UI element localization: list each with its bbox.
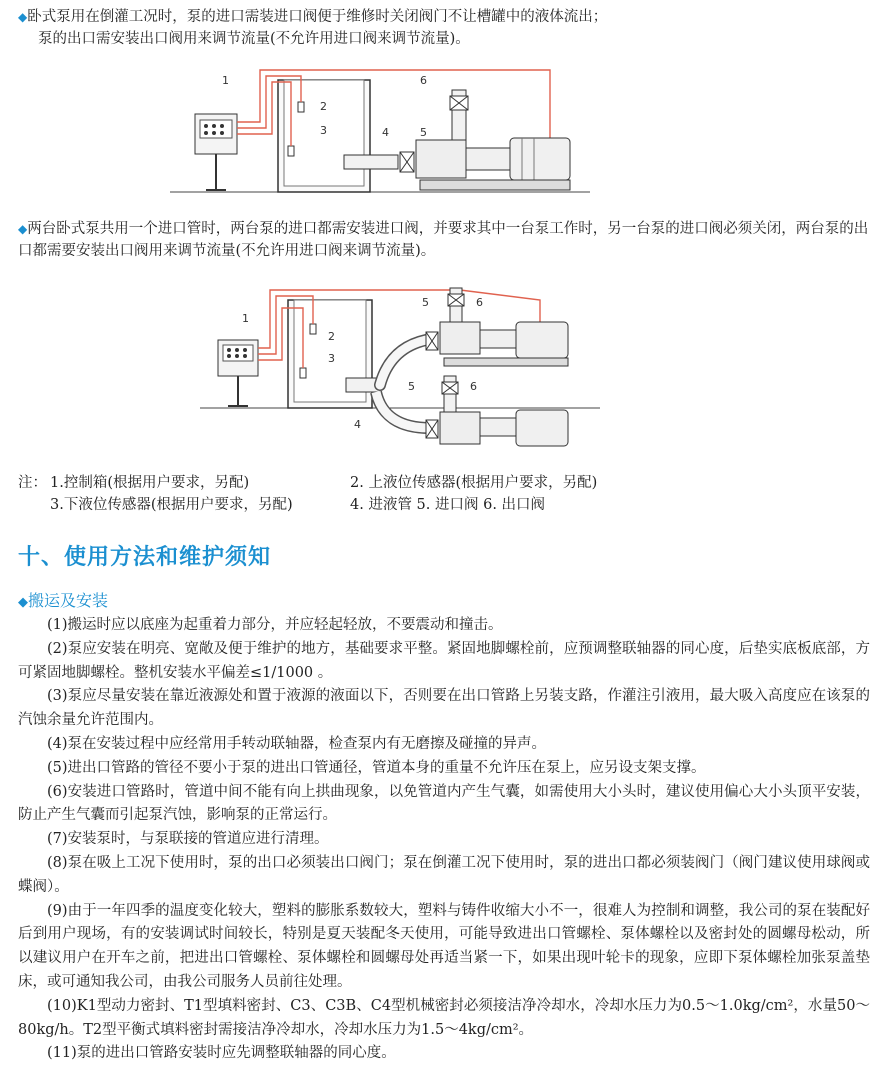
intro2-paragraph: ◆两台卧式泵共用一个进口管时，两台泵的进口都需安装进口阀，并要求其中一台泵工作时，另一台泵的进口阀必须关闭，两台泵的出口都需要安装出口阀用来调节流量(不允许用进口阀来调节流量)。: [18, 221, 869, 259]
list-item: (2)泵应安装在明亮、宽敞及便于维护的地方，基础要求平整。紧固地脚螺栓前，应预调整联轴器的同心度，后垫实底板底部，方可紧固地脚螺栓。整机安装水平偏差≤1/1000 。: [18, 640, 870, 681]
list-item: (9)由于一年四季的温度变化较大，塑料的膨胀系数较大，塑料与铸件收缩大小不一，很难人为控制和调整，我公司的泵在装配好后到用户现场，有的安装调试时间较长，特别是夏天装配冬天使用，可能导致进出口管螺栓、泵体螺栓以及密封处的圆螺母松动，所以建议用户在开车之前，把进出口管螺栓、泵体螺栓和圆螺母处再适当紧一下，如果出现叶轮卡的现象，应即下泵体螺栓加张泵盖垫床，或可通知我公司，由我公司服务人员前往处理。: [18, 902, 870, 990]
list-item: (10)K1型动力密封、T1型填料密封、C3、C3B、C4型机械密封必须接洁净冷却水，冷却水压力为0.5～1.0kg/cm²，水量50～80kg/h。T2型平衡式填料密封需接洁净冷却水，冷却水压力为1.5～4kg/cm²。: [18, 997, 870, 1038]
diamond-bullet-icon: ◆: [18, 595, 28, 610]
pump-installation-diagram-dual: [200, 278, 620, 452]
label-5-lower: 5: [408, 380, 415, 393]
intro1-line2: 泵的出口需安装出口阀用来调节流量(不允许用进口阀来调节流量)。: [38, 31, 470, 47]
label-6-lower: 6: [470, 380, 477, 393]
label-6: 6: [420, 74, 427, 87]
section-title: 十、使用方法和维护须知: [18, 545, 272, 570]
legend-item-1: 1.控制箱(根据用户要求，另配): [50, 475, 250, 491]
instruction-list: [18, 614, 870, 1066]
label-1: 1: [242, 312, 249, 325]
intro1-line1: ◆卧式泵用在倒灌工况时，泵的进口需装进口阀便于维修时关闭阀门不让槽罐中的液体流出；: [18, 9, 608, 25]
legend-item-2: 2. 上液位传感器(根据用户要求，另配): [350, 475, 598, 491]
legend-item-3: 3.下液位传感器(根据用户要求，另配): [50, 497, 293, 513]
legend-item-4-6: 4. 进液管 5. 进口阀 6. 出口阀: [350, 497, 546, 513]
label-6-upper: 6: [476, 296, 483, 309]
label-3: 3: [328, 352, 335, 365]
diamond-bullet-icon: ◆: [18, 222, 28, 236]
list-item: (1)搬运时应以底座为起重着力部分，并应轻起轻放，不要震动和撞击。: [47, 617, 503, 633]
list-item: (8)泵在吸上工况下使用时，泵的出口必须装出口阀门；泵在倒灌工况下使用时，泵的进出口都必须装阀门（阀门建议使用球阀或蝶阀）。: [18, 854, 870, 895]
label-2: 2: [328, 330, 335, 343]
list-item: (11)泵的进出口管路安装时应先调整联轴器的同心度。: [47, 1045, 396, 1062]
subsection-title: ◆搬运及安装: [18, 591, 109, 610]
list-item: (3)泵应尽量安装在靠近液源处和置于液源的液面以下，否则要在出口管路上另装支路，作灌注引液用，最大吸入高度应在该泵的汽蚀余量允许范围内。: [18, 688, 870, 729]
list-item: (7)安装泵时，与泵联接的管道应进行清理。: [47, 831, 329, 848]
diamond-bullet-icon: ◆: [18, 10, 28, 24]
list-item: (4)泵在安装过程中应经常用手转动联轴器，检查泵内有无磨擦及碰撞的异声。: [47, 735, 547, 752]
label-3: 3: [320, 124, 327, 137]
legend-prefix: 注：: [18, 475, 47, 491]
label-1: 1: [222, 74, 229, 87]
label-4: 4: [354, 418, 361, 431]
label-5-upper: 5: [422, 296, 429, 309]
label-2: 2: [320, 100, 327, 113]
label-5: 5: [420, 126, 427, 139]
list-item: (6)安装进口管路时，管道中间不能有向上拱曲现象，以免管道内产生气囊，如需使用大小头时，建议使用偏心大小头顶平安装，防止产生气囊而引起泵汽蚀，影响泵的正常运行。: [18, 783, 870, 824]
pump-installation-diagram-single: [170, 62, 610, 206]
list-item: (5)进出口管路的管径不要小于泵的进出口管通径，管道本身的重量不允许压在泵上，应另设支架支撑。: [47, 759, 706, 776]
label-4: 4: [382, 126, 389, 139]
diagram-legend: [18, 472, 878, 516]
